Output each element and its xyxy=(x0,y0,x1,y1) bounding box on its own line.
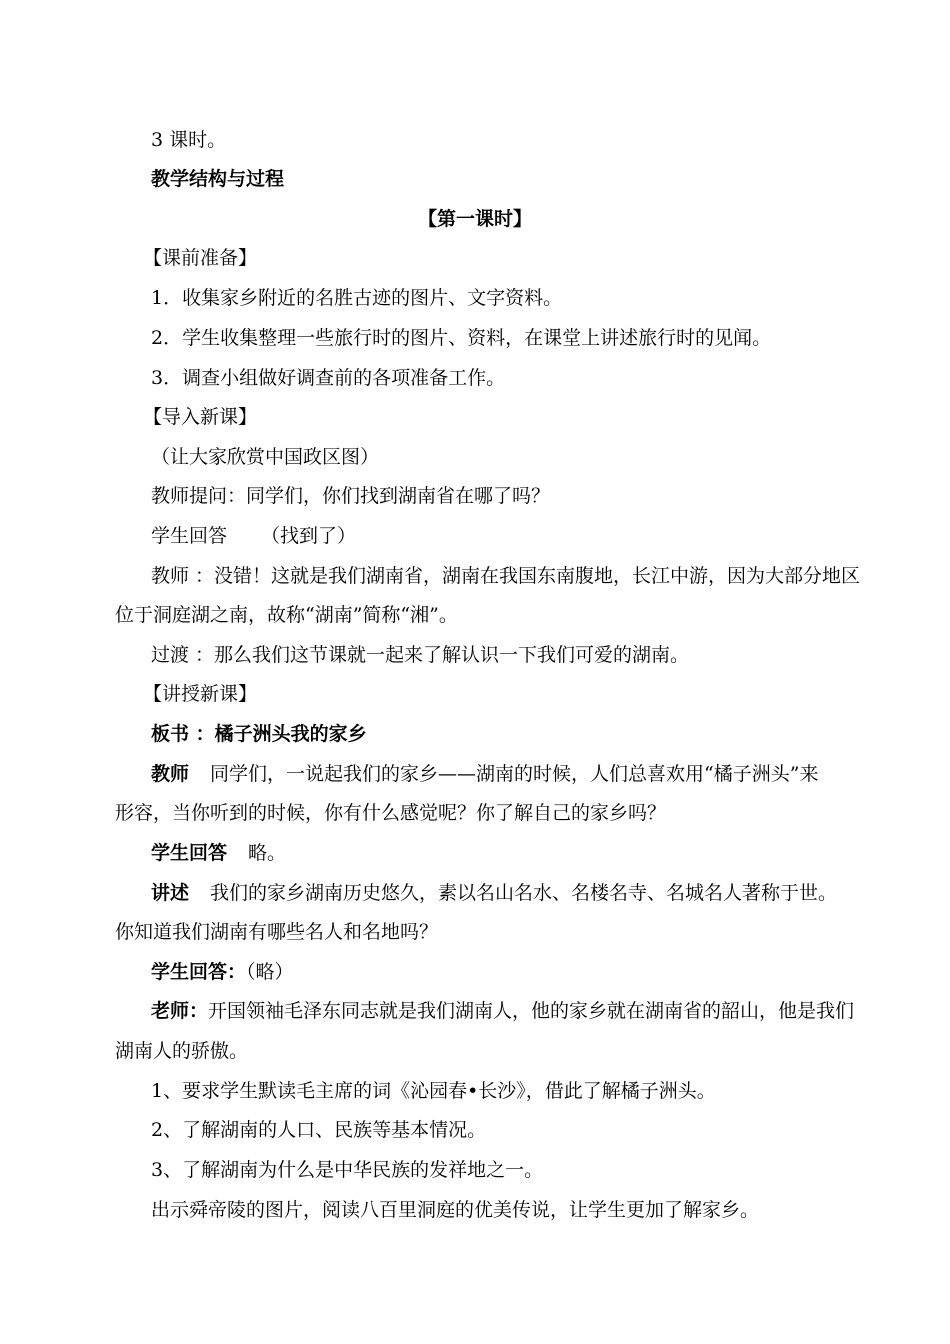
board-heading: 板书 ：橘子洲头我的家乡 xyxy=(151,723,367,745)
speaker-label: 教师 xyxy=(151,763,190,785)
list-item: 3．调查小组做好调查前的各项准备工作。 xyxy=(151,367,506,389)
text-line: 过渡 ：那么我们这节课就一起来了解认识一下我们可爱的湖南。 xyxy=(151,644,690,666)
section-heading: 教学结构与过程 xyxy=(151,168,285,190)
text-span: 同学们，一说起我们的家乡——湖南的时候，人们总喜欢用“橘子洲头”来 xyxy=(210,763,819,785)
text-span: （略） xyxy=(246,961,294,983)
lesson-title: 【第一课时】 xyxy=(417,208,532,230)
text-line: （让大家欣赏中国政区图） xyxy=(151,446,380,468)
subsection-heading: 【课前准备】 xyxy=(143,247,258,269)
text-line: 出示舜帝陵的图片，阅读八百里洞庭的优美传说，让学生更加了解家乡。 xyxy=(151,1199,760,1221)
text-line xyxy=(151,881,840,905)
text-line: 3 课时。 xyxy=(151,129,227,151)
text-line xyxy=(151,999,855,1023)
subsection-heading: 【导入新课】 xyxy=(143,406,258,428)
text-line: 教师提问：同学们，你们找到湖南省在哪了吗？ xyxy=(151,485,551,507)
speaker-label: 学生回答： xyxy=(151,961,247,983)
subsection-heading: 【讲授新课】 xyxy=(143,683,258,705)
text-span: 开国领袖毛泽东同志就是我们湖南人，他的家乡就在湖南省的韶山，他是我们 xyxy=(208,1000,855,1022)
list-item: 3、了解湖南为什么是中华民族的发祥地之一。 xyxy=(151,1159,544,1181)
text-line: 教师 ：没错！这就是我们湖南省，湖南在我国东南腹地，长江中游，因为大部分地区 xyxy=(151,565,861,587)
text-span: 略。 xyxy=(248,842,287,864)
list-item: 1、要求学生默读毛主席的词《沁园春•长沙》，借此了解橘子洲头。 xyxy=(151,1080,716,1102)
text-span: 我们的家乡湖南历史悠久，素以名山名水、名楼名寺、名城名人著称于世。 xyxy=(210,882,838,904)
text-line: 位于洞庭湖之南，故称“湖南”简称“湘”。 xyxy=(115,604,458,626)
speaker-label: 学生回答 xyxy=(151,525,228,547)
text-line xyxy=(151,960,876,984)
text-line xyxy=(151,524,876,548)
speaker-label: 学生回答 xyxy=(151,842,228,864)
speaker-label: 老师： xyxy=(151,1000,209,1022)
text-line: 湖南人的骄傲。 xyxy=(115,1040,249,1062)
text-line xyxy=(151,762,840,786)
list-item: 2．学生收集整理一些旅行时的图片、资料，在课堂上讲述旅行时的见闻。 xyxy=(151,327,772,349)
text-line: 你知道我们湖南有哪些名人和名地吗？ xyxy=(115,921,439,943)
list-item: 2、了解湖南的人口、民族等基本情况。 xyxy=(151,1119,487,1141)
text-line: 形容，当你听到的时候，你有什么感觉呢？你了解自己的家乡吗？ xyxy=(115,802,667,824)
list-item: 1．收集家乡附近的名胜古迹的图片、文字资料。 xyxy=(151,287,563,309)
text-span: （找到了） xyxy=(261,525,357,547)
text-line xyxy=(151,841,876,865)
speaker-label: 讲述 xyxy=(151,882,190,904)
